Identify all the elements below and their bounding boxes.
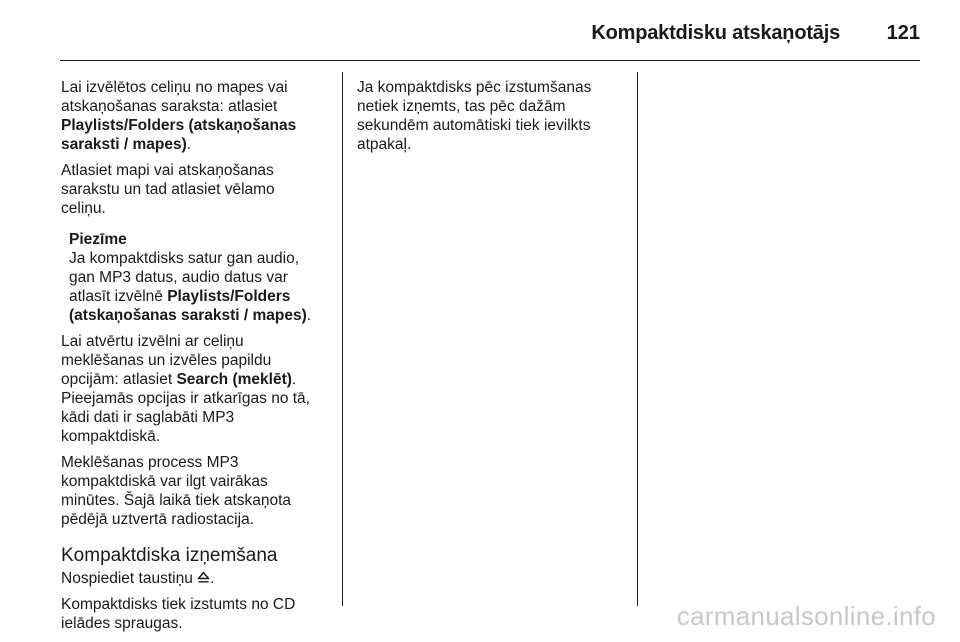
column-divider xyxy=(637,72,638,606)
paragraph xyxy=(61,453,333,529)
text-fragment: opcijām: atlasiet xyxy=(61,371,177,388)
text-fragment: atlasīt izvēlnē xyxy=(69,288,168,305)
text-line: meklēšanas un izvēles papildu xyxy=(61,352,272,369)
header-rule xyxy=(60,60,920,61)
text-line: netiek izņemts, tas pēc dažām xyxy=(357,98,566,115)
paragraph xyxy=(61,595,333,633)
text-line: kompaktdiskā. xyxy=(61,428,161,445)
page-number: 121 xyxy=(886,22,920,44)
text-line: Ja kompaktdisks satur gan audio, xyxy=(69,250,300,267)
text-line: kompaktdiskā var ilgt vairākas xyxy=(61,473,268,490)
text-line xyxy=(69,306,333,325)
paragraph xyxy=(61,78,333,154)
text-line: Ja kompaktdisks pēc izstumšanas xyxy=(357,79,592,96)
paragraph xyxy=(357,78,627,154)
column-middle xyxy=(357,78,627,161)
text-line xyxy=(61,370,333,389)
punctuation: . xyxy=(210,570,215,587)
text-line: sekundēm automātiski tiek ievilkts xyxy=(357,117,591,134)
text-line: Meklēšanas process MP3 xyxy=(61,454,239,471)
paragraph xyxy=(61,332,333,446)
eject-icon xyxy=(197,571,210,584)
note-title: Piezīme xyxy=(69,231,127,248)
paragraph xyxy=(61,161,333,218)
text-line: sarakstu un tad atlasiet vēlamo xyxy=(61,181,275,198)
punctuation: . xyxy=(291,371,297,388)
column-left xyxy=(61,78,333,640)
text-line xyxy=(61,569,333,588)
menu-item-reference: Playlists/Folders (atskaņošanas xyxy=(61,117,297,134)
menu-item-reference: Search (meklēt) xyxy=(176,371,292,388)
text-line xyxy=(61,135,333,154)
note-box xyxy=(61,230,333,325)
paragraph xyxy=(61,569,333,588)
watermark: carmanualsonline.info xyxy=(676,601,936,631)
text-line: Pieejamās opcijas ir atkarīgas no tā, xyxy=(61,390,310,407)
text-line: Lai atvērtu izvēlni ar celiņu xyxy=(61,333,244,350)
text-line: ielādes spraugas. xyxy=(61,615,183,632)
text-line: minūtes. Šajā laikā tiek atskaņota xyxy=(61,492,292,509)
page-title: Kompaktdisku atskaņotājs xyxy=(591,22,840,44)
text-line xyxy=(61,116,333,135)
text-line: Atlasiet mapi vai atskaņošanas xyxy=(61,162,274,179)
text-line: celiņu. xyxy=(61,200,106,217)
menu-item-reference: saraksti / mapes) xyxy=(61,136,187,153)
text-line: gan MP3 datus, audio datus var xyxy=(69,269,288,286)
column-divider xyxy=(342,72,343,606)
text-line: Lai izvēlētos celiņu no mapes vai xyxy=(61,79,288,96)
text-line: atpakaļ. xyxy=(357,136,412,153)
text-line xyxy=(69,287,333,306)
text-line: atskaņošanas saraksta: atlasiet xyxy=(61,98,278,115)
text-fragment: Nospiediet taustiņu xyxy=(61,570,198,587)
text-line: Kompaktdisks tiek izstumts no CD xyxy=(61,596,296,613)
menu-item-reference: (atskaņošanas saraksti / mapes) xyxy=(69,307,307,324)
text-line: pēdējā uztvertā radiostacija. xyxy=(61,511,255,528)
punctuation: . xyxy=(306,307,312,324)
punctuation: . xyxy=(186,136,192,153)
menu-item-reference: Playlists/Folders xyxy=(167,288,291,305)
section-heading: Kompaktdiska izņemšana xyxy=(61,545,278,566)
text-line: kādi dati ir saglabāti MP3 xyxy=(61,409,235,426)
